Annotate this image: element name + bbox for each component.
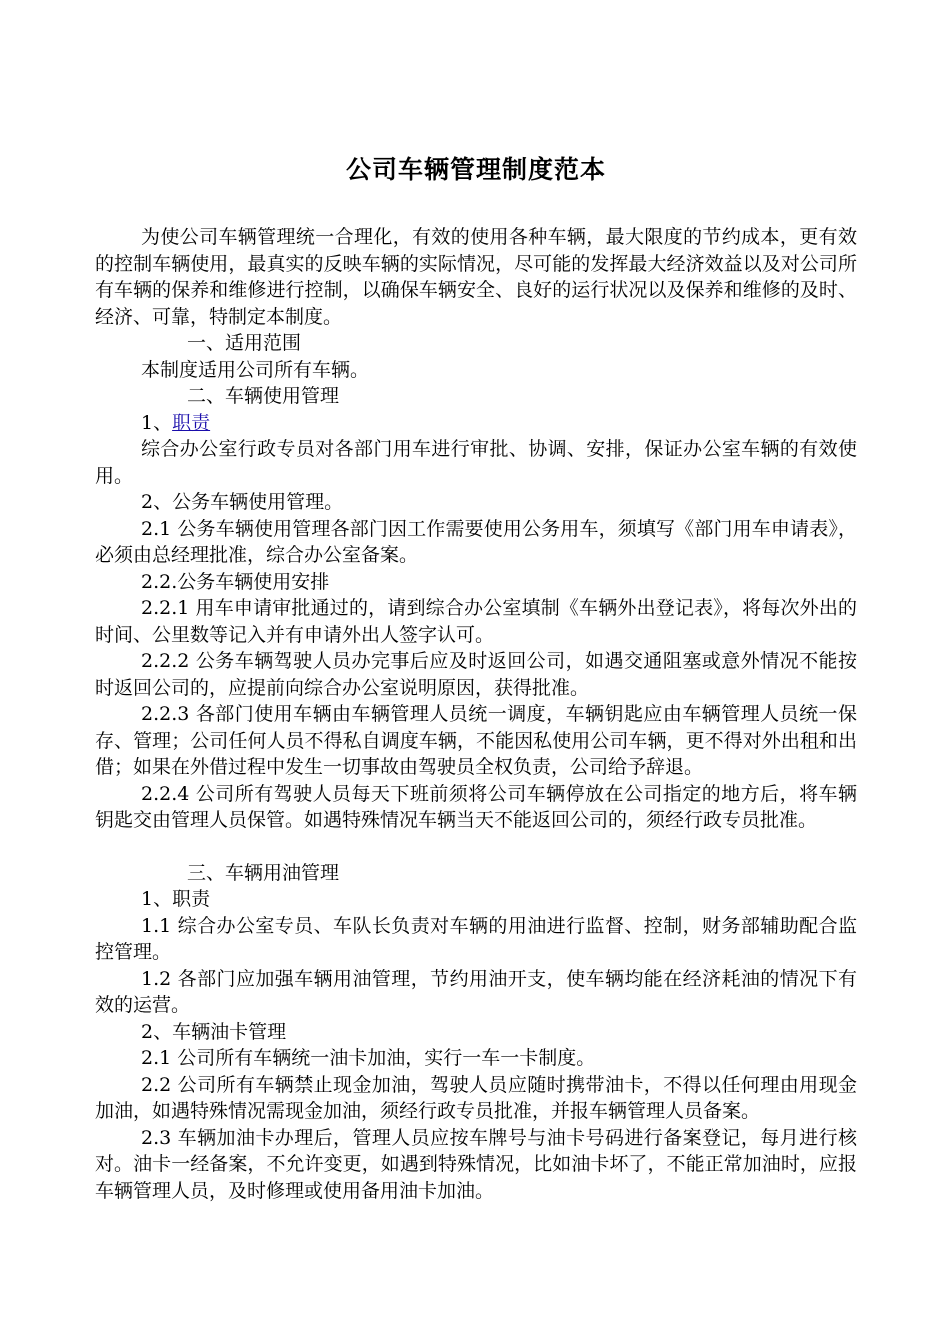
section-heading-scope: 一、适用范围 <box>187 332 302 354</box>
section-heading-fuel: 三、车辆用油管理 <box>187 861 340 884</box>
document-page <box>95 150 857 1204</box>
page-title: 公司车辆管理制度范本 <box>345 155 606 184</box>
fuel-clause-2: 2、车辆油卡管理 <box>141 1020 287 1043</box>
fuel-clause-1: 1、职责 <box>141 888 211 910</box>
clause-2-2-2: 2.2.2 公务车辆驾驶人员办完事后应及时返回公司，如遇交通阻塞或意外情况不能按时返回公司的，应提前向综合办公室说明原因，获得批准。 <box>95 650 857 699</box>
clause-2: 2、公务车辆使用管理。 <box>141 491 344 513</box>
fuel-clause-2-2: 2.2 公司所有车辆禁止现金加油，驾驶人员应随时携带油卡，不得以任何理由用现金加油，如遇特殊情况需现金加油，须经行政专员批准，并报车辆管理人员备案。 <box>95 1073 857 1122</box>
section-heading-vehicle-use: 二、车辆使用管理 <box>187 385 340 407</box>
clause-2-1: 2.1 公务车辆使用管理各部门因工作需要使用公务用车，须填写《部门用车申请表》，必须由总经理批准，综合办公室备案。 <box>95 517 857 566</box>
duty-text: 综合办公室行政专员对各部门用车进行审批、协调、安排，保证办公室车辆的有效使用。 <box>95 438 857 487</box>
fuel-clause-1-1: 1.1 综合办公室专员、车队长负责对车辆的用油进行监督、控制，财务部辅助配合监控管理。 <box>95 914 857 963</box>
scope-text: 本制度适用公司所有车辆。 <box>141 358 370 381</box>
blank-line <box>95 834 857 860</box>
fuel-clause-1-2: 1.2 各部门应加强车辆用油管理，节约用油开支，使车辆均能在经济耗油的情况下有效的运营。 <box>95 967 857 1016</box>
duty-line <box>95 410 857 437</box>
intro-paragraph: 为使公司车辆管理统一合理化，有效的使用各种车辆，最大限度的节约成本，更有效的控制车辆使用，最真实的反映车辆的实际情况，尽可能的发挥最大经济效益以及对公司所有车辆的保养和维修进行控制，以确保车辆安全、良好的运行状况以及保养和维修的及时、经济、可靠，特制定本制度。 <box>95 226 857 328</box>
clause-2-2: 2.2.公务车辆使用安排 <box>141 570 330 593</box>
duty-prefix: 1、 <box>141 411 173 434</box>
fuel-clause-2-1: 2.1 公司所有车辆统一油卡加油，实行一车一卡制度。 <box>141 1047 596 1069</box>
clause-2-2-3: 2.2.3 各部门使用车辆由车辆管理人员统一调度，车辆钥匙应由车辆管理人员统一保存、管理；公司任何人员不得私自调度车辆，不能因私使用公司车辆，更不得对外出租和出借；如果在外借过程中发生一切事故由驾驶员全权负责，公司给予辞退。 <box>95 703 857 778</box>
fuel-clause-2-3: 2.3 车辆加油卡办理后，管理人员应按车牌号与油卡号码进行备案登记，每月进行核对。油卡一经备案，不允许变更，如遇到特殊情况，比如油卡坏了，不能正常加油时，应报车辆管理人员，及时修理或使用备用油卡加油。 <box>95 1126 857 1202</box>
clause-2-2-4: 2.2.4 公司所有驾驶人员每天下班前须将公司车辆停放在公司指定的地方后，将车辆钥匙交由管理人员保管。如遇特殊情况车辆当天不能返回公司的，须经行政专员批准。 <box>95 782 857 831</box>
duty-link[interactable]: 职责 <box>172 411 211 434</box>
clause-2-2-1: 2.2.1 用车申请审批通过的，请到综合办公室填制《车辆外出登记表》，将每次外出的时间、公里数等记入并有申请外出人签字认可。 <box>95 597 857 646</box>
